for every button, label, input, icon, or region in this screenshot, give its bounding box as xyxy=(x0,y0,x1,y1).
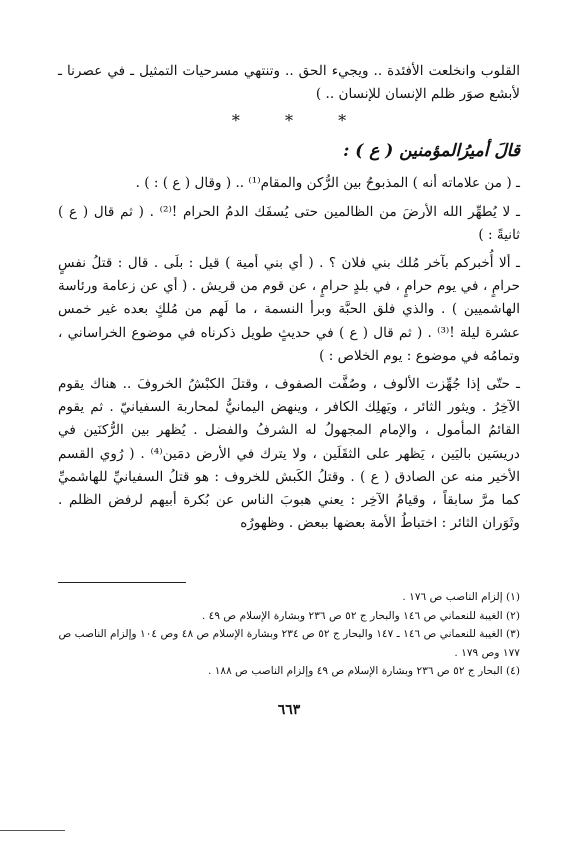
paragraph-2: ـ لا يُطهِّر الله الأرضَ من الظالمين حتى يُسفَك الدمُ الحرام !⁽²⁾ . ( ثم قال ( ع ) ثانيةً : ) xyxy=(58,203,520,243)
star-3: * xyxy=(231,111,240,131)
footnote-3: (٣) الغيبة للنعماني ص ١٤٦ ـ ١٤٧ والبحار ج ٥٢ ص ٢٣٤ وبشارة الإسلام ص ٤٨ وص ١٠٤ وإلزام الناصب ص ١٧٧ وص ١٧٩ . xyxy=(58,628,520,659)
footnote-1: (١) إلزام الناصب ص ١٧٦ . xyxy=(402,591,520,603)
footnote-rule xyxy=(58,582,186,583)
star-1: * xyxy=(338,111,347,131)
paragraph-continuation: القلوب وانخلعت الأفئدة .. ويجيء الحق .. وتنتهي مسرحيات التمثيل ـ في عصرنا ـ لأبشع صوَر ظلم الإنسان للإنسان .. ) xyxy=(58,63,520,103)
section-heading: قالَ أميرُالمؤمنين ( ع ) : xyxy=(343,141,520,162)
paragraph-1: ـ ( من علاماته أنه ) المذبوحُ بين الرُّكن والمقام⁽¹⁾ .. ( وقال ( ع ) : ) . xyxy=(135,175,520,192)
paragraph-3: ـ ألا أُخبركم بآخر مُلك بني فلان ؟ . ( أي بني أمية ) قيل : بلَى . قال : قتلُ نفسٍ حرامٍ ، في يوم حرامٍ ، في بلدٍ حرامٍ ، عن قوم من قريش . ( أي عن زعامة ورئاسة الهاشميين ) . والذي فلق الحبَّة وبرأ النسمة ، ما لَهم من مُلكٍ بعده غير خمس عشرة ليلة !⁽³⁾ . ( ثم قال ( ع ) في حديثٍ طويل ذكرناه في موضوع الخراساني ، وتمامُه في موضوع : يوم الخلاص : ) xyxy=(58,255,520,364)
star-2: * xyxy=(285,111,293,131)
scan-edge-line xyxy=(0,830,65,831)
footnote-2: (٢) الغيبة للنعماني ص ١٤٦ والبحار ج ٥٢ ص ٢٣٦ وبشارة الإسلام ص ٤٩ . xyxy=(201,609,520,622)
footnotes xyxy=(58,588,520,681)
page-number: ٦٦٣ xyxy=(277,702,301,718)
paragraph-4: ـ حتّى إذا جُهِّزت الألوف ، وصُفَّت الصفوف ، وقتلَ الكبْشُ الخروفَ .. هناك يقوم الآخِرُ . ويثور الثائر ، ويَهلِك الكافر ، وينهض اليمانيُّ لمحاربة السفيانيّ . ثم يقوم القائمُ المأمول ، والإمام المجهولُ له الشرفُ والفضل . يُظهر بين الرُّكنَين في دريسَين باليَين ، يَظهر على الثقَلَين ، ولا يترك في الأرض دمَين⁽⁴⁾ . ( رُوي القسم الأخير منه عن الصادق ( ع ) . وقتلُ الكَبش للخروف : هو قتلُ السفيانيِّ للهاشميِّ كما مرَّ سابقاً ، وقيامُ الآخِر : يعني هبوبَ الناس عن بُكرة أبيهم لرفض الظلم . وثَوَران الثائر : اختباطُ الأمة بعضها ببعض . وظهورُه xyxy=(58,376,520,532)
footer-area xyxy=(58,0,520,841)
footnote-4: (٤) البحار ج ٥٢ ص ٢٣٦ وبشارة الإسلام ص ٤٩ وإلزام الناصب ص ١٨٨ . xyxy=(207,665,520,677)
